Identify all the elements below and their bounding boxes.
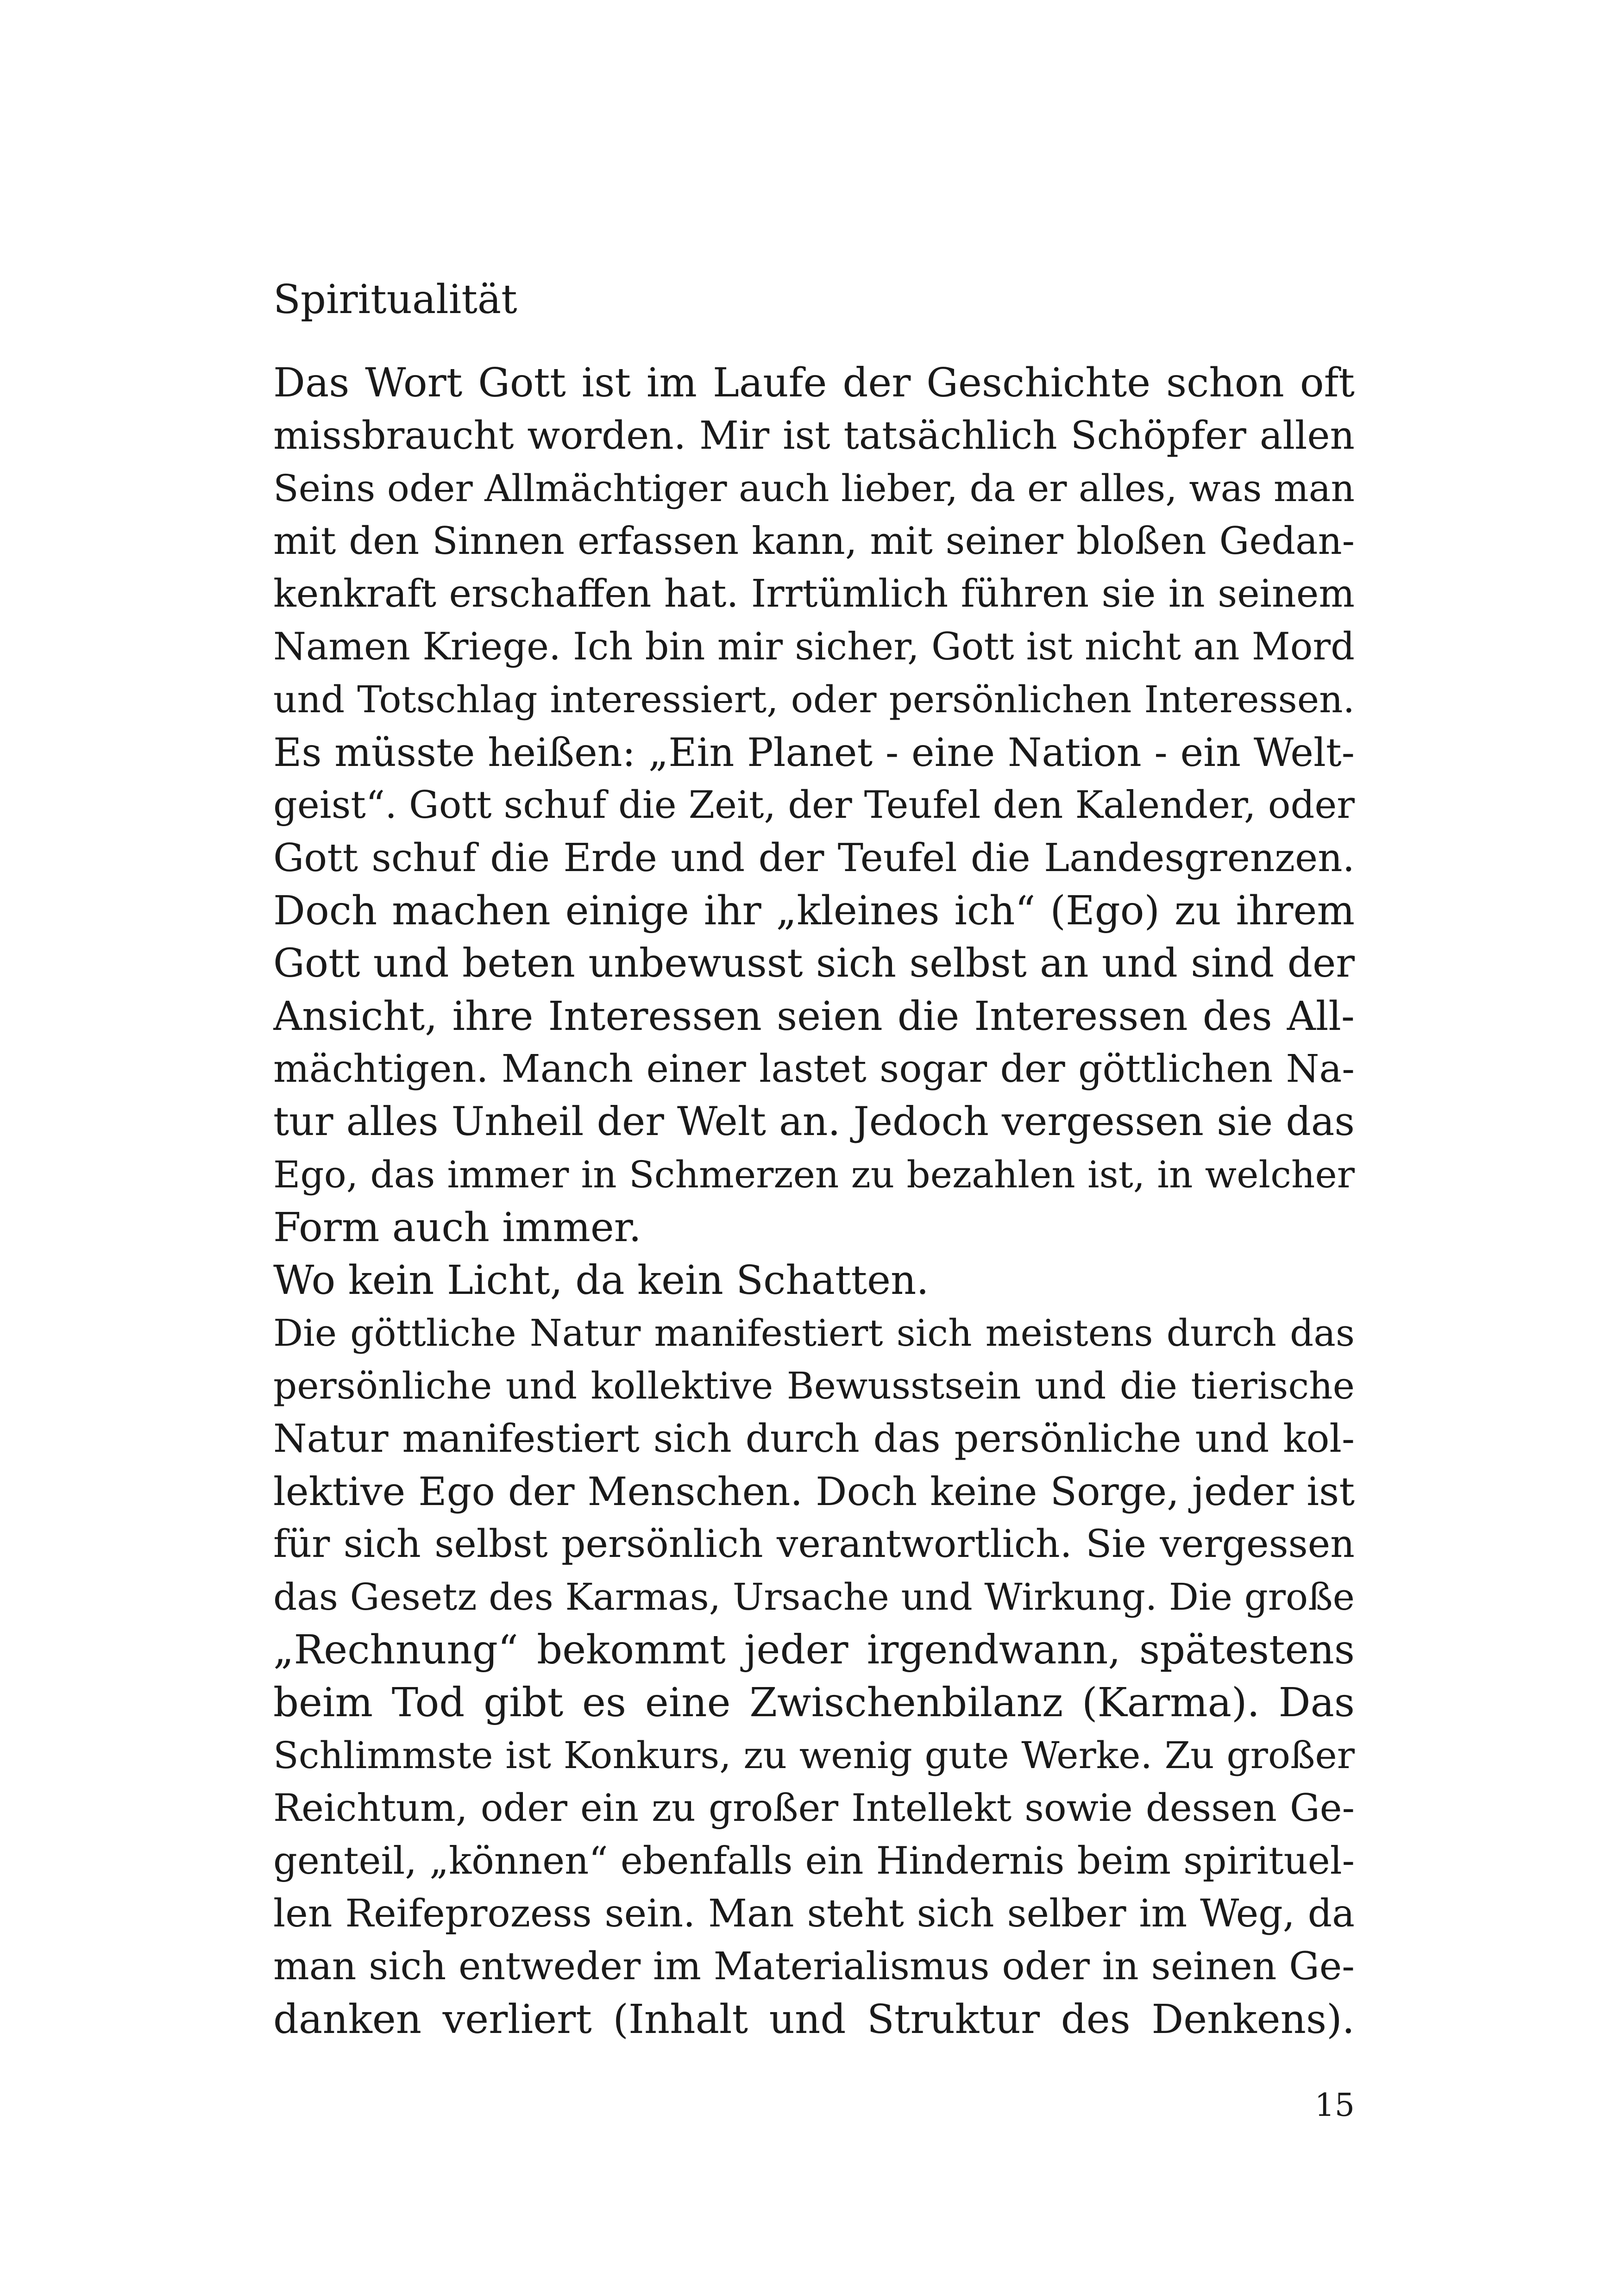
text-line: genteil, „können“ ebenfalls ein Hindernis beim spirituel- bbox=[273, 1839, 1355, 1883]
text-line: und Totschlag interessiert, oder persönlichen Interessen. bbox=[273, 678, 1355, 721]
body-text bbox=[273, 357, 1355, 2046]
text-line: Es müsste heißen: „Ein Planet - eine Nation - ein Welt- bbox=[273, 730, 1355, 775]
text-line: Die göttliche Natur manifestiert sich meistens durch das bbox=[273, 1311, 1355, 1355]
page-number: 15 bbox=[1314, 2087, 1355, 2124]
text-line: Natur manifestiert sich durch das persönliche und kol- bbox=[273, 1416, 1355, 1461]
text-line: lektive Ego der Menschen. Doch keine Sorge, jeder ist bbox=[273, 1469, 1355, 1514]
text-line: „Rechnung“ bekommt jeder irgendwann, spätestens bbox=[273, 1627, 1355, 1673]
text-line: für sich selbst persönlich verantwortlich. Sie vergessen bbox=[273, 1522, 1355, 1566]
text-line: kenkraft erschaffen hat. Irrtümlich führen sie in seinem bbox=[273, 572, 1355, 616]
text-line: Namen Kriege. Ich bin mir sicher, Gott ist nicht an Mord bbox=[273, 625, 1355, 669]
text-line: das Gesetz des Karmas, Ursache und Wirkung. Die große bbox=[273, 1575, 1355, 1618]
text-line: Das Wort Gott ist im Laufe der Geschichte schon oft bbox=[273, 360, 1355, 406]
text-line: persönliche und kollektive Bewusstsein und die tierische bbox=[273, 1364, 1355, 1407]
text-line: Gott und beten unbewusst sich selbst an und sind der bbox=[273, 941, 1355, 986]
text-line: len Reifeprozess sein. Man steht sich selber im Weg, da bbox=[273, 1892, 1355, 1936]
text-line: Doch machen einige ihr „kleines ich“ (Ego) zu ihrem bbox=[273, 888, 1355, 934]
text-line: Ansicht, ihre Interessen seien die Interessen des All- bbox=[273, 993, 1355, 1040]
page-heading: Spiritualität bbox=[273, 276, 517, 323]
text-line: Form auch immer. bbox=[273, 1204, 641, 1251]
text-line: mit den Sinnen erfassen kann, mit seiner bloßen Gedan- bbox=[273, 520, 1355, 563]
text-line: Wo kein Licht, da kein Schatten. bbox=[273, 1257, 929, 1304]
text-line: Seins oder Allmächtiger auch lieber, da er alles, was man bbox=[273, 467, 1355, 510]
text-line: Ego, das immer in Schmerzen zu bezahlen ist, in welcher bbox=[273, 1153, 1355, 1196]
text-line: man sich entweder im Materialismus oder in seinen Ge- bbox=[273, 1945, 1355, 1989]
text-line: beim Tod gibt es eine Zwischenbilanz (Karma). Das bbox=[273, 1680, 1355, 1726]
text-line: tur alles Unheil der Welt an. Jedoch vergessen sie das bbox=[273, 1099, 1355, 1145]
text-line: Schlimmste ist Konkurs, zu wenig gute Werke. Zu großer bbox=[273, 1734, 1355, 1777]
text-line: Reichtum, oder ein zu großer Intellekt sowie dessen Ge- bbox=[273, 1787, 1355, 1830]
text-line: Gott schuf die Erde und der Teufel die Landesgrenzen. bbox=[273, 835, 1355, 880]
text-line: danken verliert (Inhalt und Struktur des Denkens). bbox=[273, 1996, 1355, 2043]
text-line: geist“. Gott schuf die Zeit, der Teufel den Kalender, oder bbox=[273, 784, 1355, 827]
text-line: missbraucht worden. Mir ist tatsächlich Schöpfer allen bbox=[273, 413, 1355, 458]
text-line: mächtigen. Manch einer lastet sogar der göttlichen Na- bbox=[273, 1047, 1355, 1091]
